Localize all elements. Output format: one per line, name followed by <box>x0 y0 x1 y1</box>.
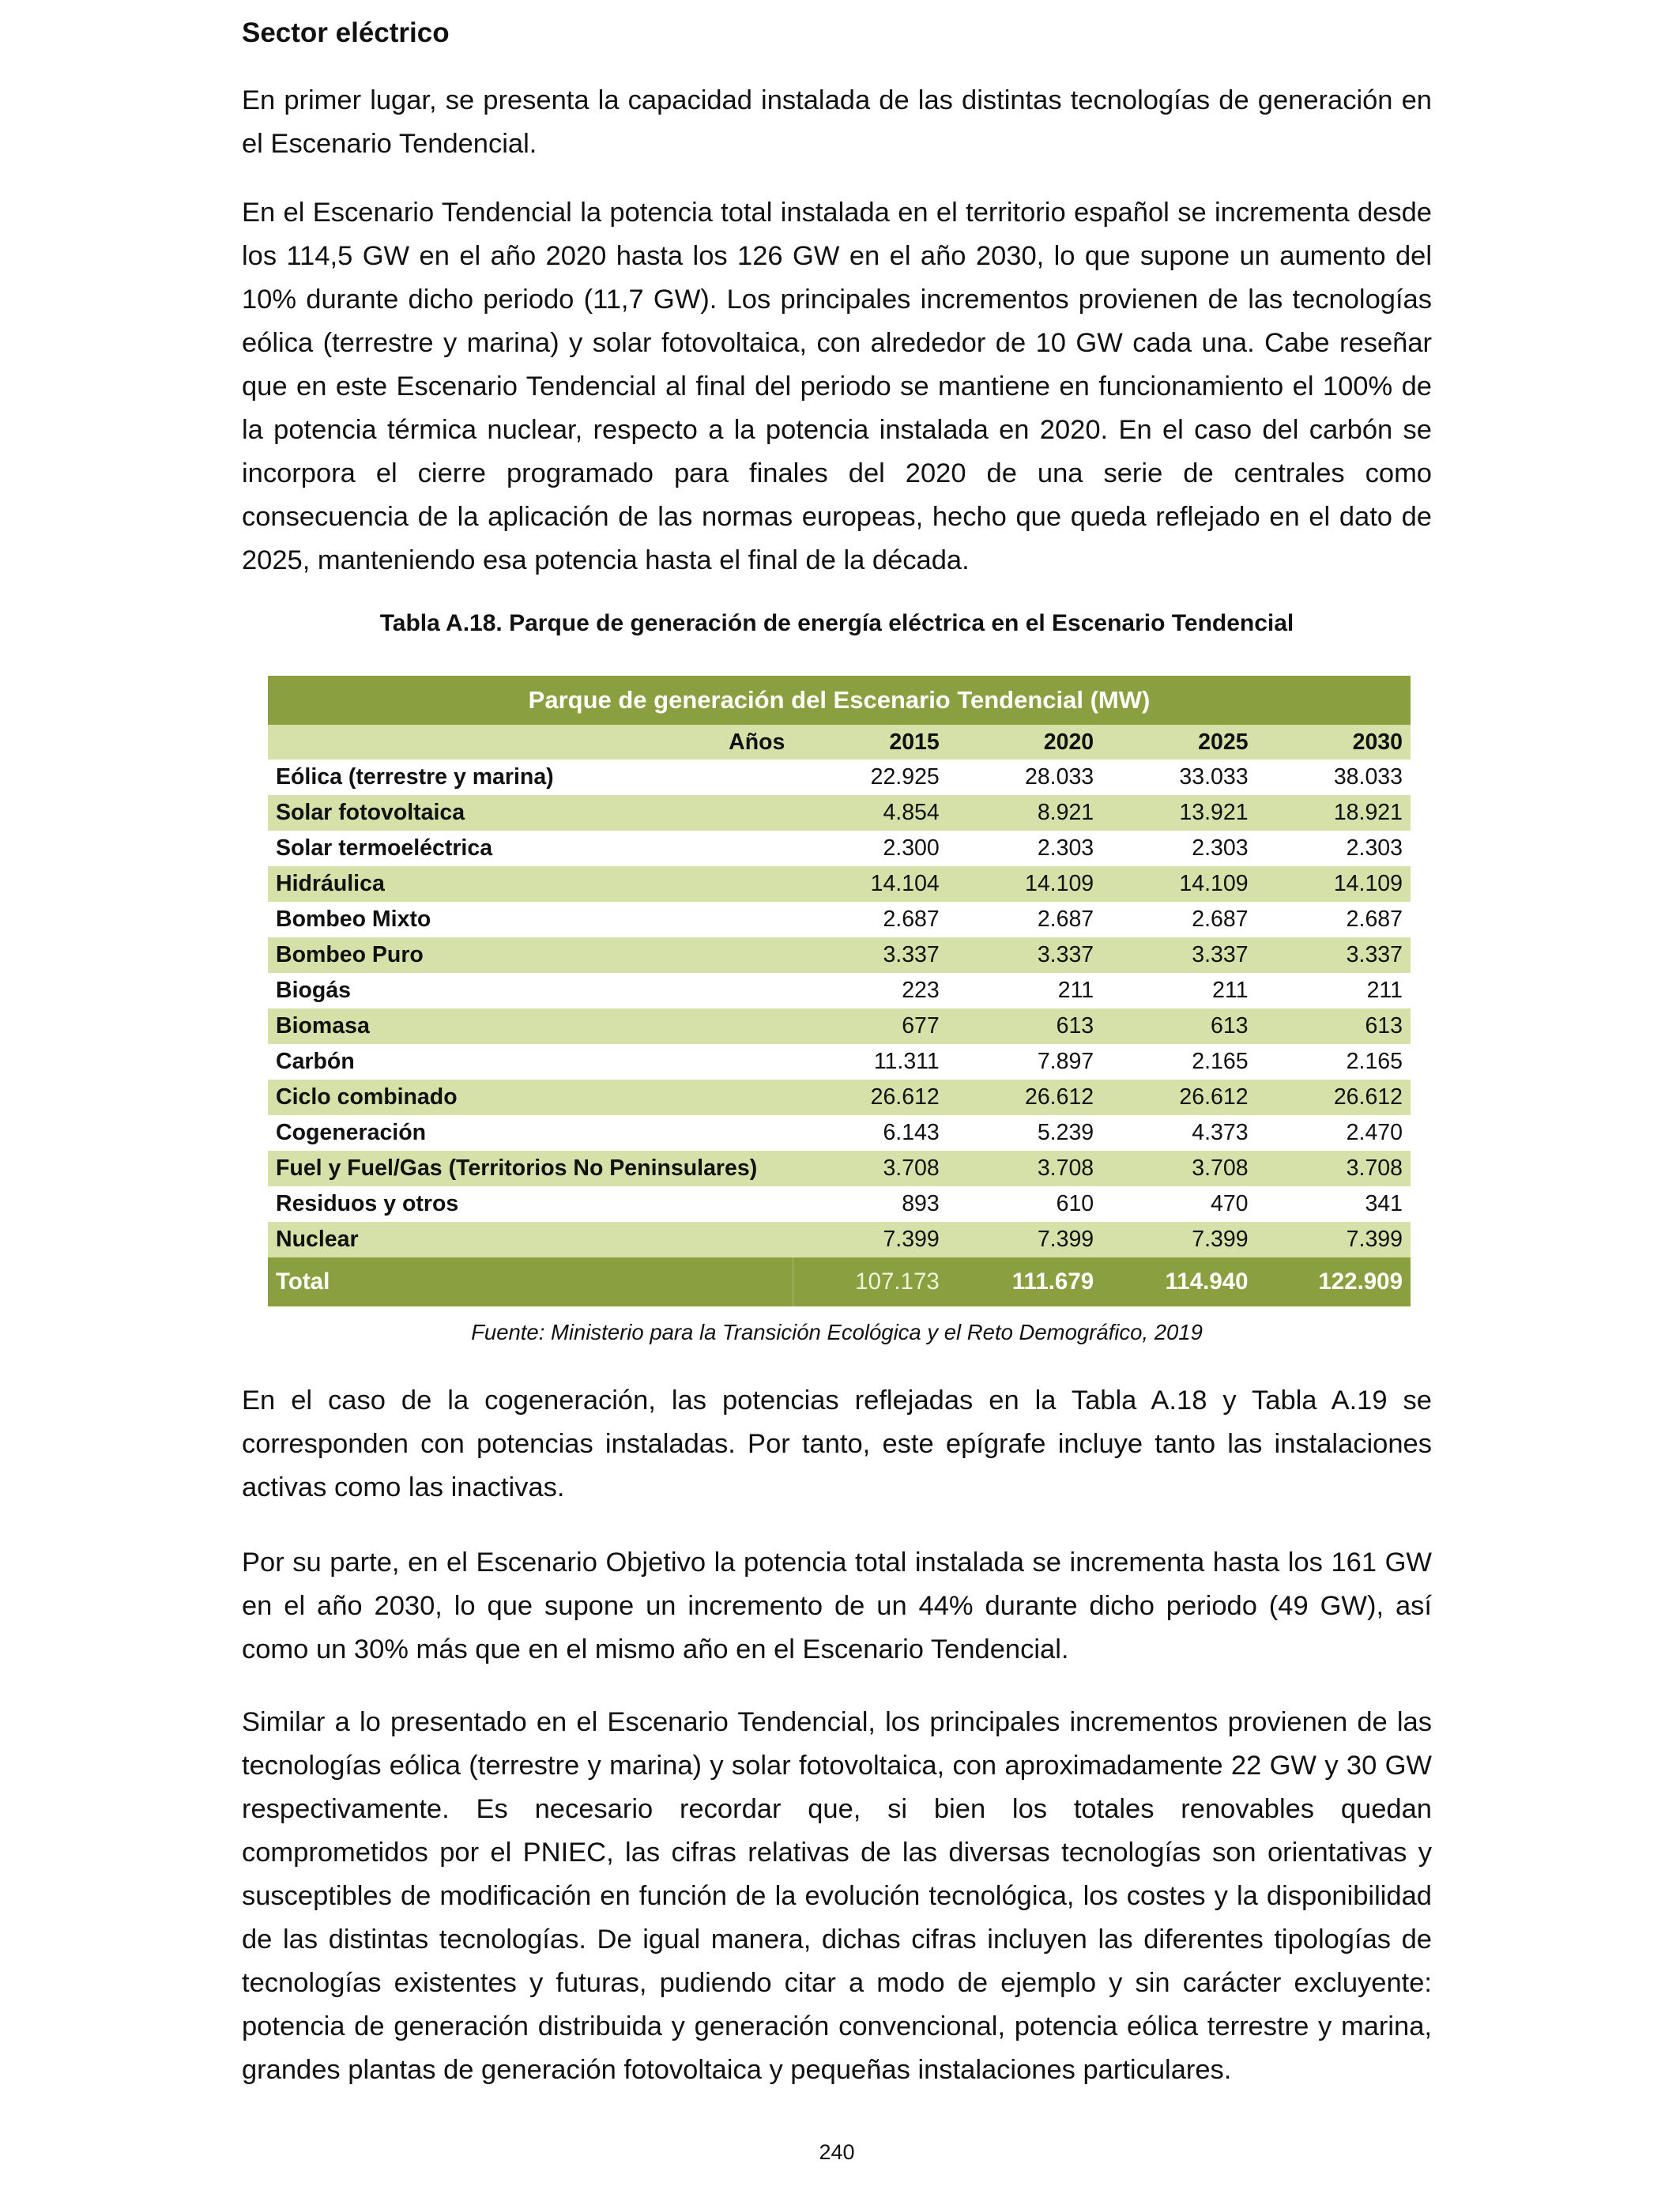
row-value: 211 <box>947 973 1102 1008</box>
row-value: 2.687 <box>793 902 947 937</box>
table-row <box>268 1151 1411 1186</box>
row-value: 3.337 <box>793 937 947 973</box>
row-value: 677 <box>793 1008 947 1044</box>
table-caption: Tabla A.18. Parque de generación de energía eléctrica en el Escenario Tendencial <box>379 610 1294 636</box>
intro-paragraph: En primer lugar, se presenta la capacidad instalada de las distintas tecnologías de generación en el Escenario Tendencial. <box>242 85 1432 159</box>
total-value: 114.940 <box>1102 1257 1256 1306</box>
row-value: 613 <box>947 1008 1102 1044</box>
row-value: 7.897 <box>947 1044 1102 1080</box>
row-value: 26.612 <box>793 1080 947 1115</box>
row-value: 3.708 <box>947 1151 1102 1186</box>
row-value: 33.033 <box>1102 760 1256 795</box>
row-label: Carbón <box>268 1044 793 1080</box>
table-row <box>268 795 1411 831</box>
row-label: Hidráulica <box>268 866 793 902</box>
table-row <box>268 1044 1411 1080</box>
row-value: 223 <box>793 973 947 1008</box>
row-value: 14.109 <box>1256 866 1411 902</box>
page-number: 240 <box>819 2140 855 2164</box>
objetivo-paragraph: Por su parte, en el Escenario Objetivo la potencia total instalada se incrementa hasta los 161 GW en el año 2030, lo que supone un incremento de un 44% durante dicho periodo (49 GW), así como un 30% más que en el mismo año en el Escenario Tendencial. <box>242 1547 1432 1664</box>
row-label: Eólica (terrestre y marina) <box>268 760 793 795</box>
table-row <box>268 902 1411 937</box>
year-header: 2015 <box>793 725 947 760</box>
cogeneration-paragraph: En el caso de la cogeneración, las potencias reflejadas en la Tabla A.18 y Tabla A.19 se corresponden con potencias instaladas. Por tanto, este epígrafe incluye tanto las instalaciones activas como las inactivas. <box>242 1385 1432 1502</box>
row-value: 38.033 <box>1256 760 1411 795</box>
table-row <box>268 973 1411 1008</box>
row-label: Solar termoeléctrica <box>268 831 793 866</box>
row-value: 2.300 <box>793 831 947 866</box>
row-value: 7.399 <box>1256 1222 1411 1257</box>
row-value: 2.303 <box>1256 831 1411 866</box>
row-label: Ciclo combinado <box>268 1080 793 1115</box>
row-value: 211 <box>1102 973 1256 1008</box>
row-value: 18.921 <box>1256 795 1411 831</box>
row-value: 26.612 <box>947 1080 1102 1115</box>
row-value: 26.612 <box>1256 1080 1411 1115</box>
row-value: 14.109 <box>1102 866 1256 902</box>
row-value: 8.921 <box>947 795 1102 831</box>
row-value: 22.925 <box>793 760 947 795</box>
row-value: 211 <box>1256 973 1411 1008</box>
row-value: 28.033 <box>947 760 1102 795</box>
year-header: 2020 <box>947 725 1102 760</box>
row-label: Nuclear <box>268 1222 793 1257</box>
row-value: 2.687 <box>1102 902 1256 937</box>
row-value: 7.399 <box>1102 1222 1256 1257</box>
row-value: 2.303 <box>1102 831 1256 866</box>
row-value: 3.708 <box>1102 1151 1256 1186</box>
row-value: 26.612 <box>1102 1080 1256 1115</box>
row-value: 2.303 <box>947 831 1102 866</box>
row-value: 7.399 <box>947 1222 1102 1257</box>
table-row <box>268 1115 1411 1151</box>
row-value: 4.854 <box>793 795 947 831</box>
section-heading: Sector eléctrico <box>242 17 450 48</box>
table-title-row <box>268 676 1411 725</box>
total-row <box>268 1257 1411 1306</box>
row-label: Residuos y otros <box>268 1186 793 1222</box>
row-value: 613 <box>1256 1008 1411 1044</box>
table-row <box>268 937 1411 973</box>
table-body <box>268 760 1411 1306</box>
table-row <box>268 1222 1411 1257</box>
row-value: 470 <box>1102 1186 1256 1222</box>
row-value: 6.143 <box>793 1115 947 1151</box>
row-value: 2.687 <box>1256 902 1411 937</box>
row-value: 13.921 <box>1102 795 1256 831</box>
row-value: 893 <box>793 1186 947 1222</box>
table-row <box>268 1008 1411 1044</box>
row-value: 14.104 <box>793 866 947 902</box>
row-label: Bombeo Mixto <box>268 902 793 937</box>
total-label: Total <box>268 1257 793 1306</box>
row-label: Fuel y Fuel/Gas (Territorios No Peninsulares) <box>268 1151 793 1186</box>
row-value: 4.373 <box>1102 1115 1256 1151</box>
row-value: 3.337 <box>1102 937 1256 973</box>
generation-table <box>268 676 1411 1306</box>
total-value: 122.909 <box>1256 1257 1411 1306</box>
row-value: 7.399 <box>793 1222 947 1257</box>
row-value: 3.337 <box>947 937 1102 973</box>
total-value: 111.679 <box>947 1257 1102 1306</box>
row-label: Solar fotovoltaica <box>268 795 793 831</box>
row-value: 2.470 <box>1256 1115 1411 1151</box>
row-label: Biogás <box>268 973 793 1008</box>
row-label: Bombeo Puro <box>268 937 793 973</box>
table-row <box>268 866 1411 902</box>
row-value: 3.708 <box>793 1151 947 1186</box>
row-value: 14.109 <box>947 866 1102 902</box>
table-source: Fuente: Ministerio para la Transición Ecológica y el Reto Demográfico, 2019 <box>471 1320 1203 1344</box>
row-value: 341 <box>1256 1186 1411 1222</box>
year-header: 2030 <box>1256 725 1411 760</box>
row-label: Biomasa <box>268 1008 793 1044</box>
row-value: 2.165 <box>1102 1044 1256 1080</box>
row-value: 11.311 <box>793 1044 947 1080</box>
table-row <box>268 760 1411 795</box>
row-value: 5.239 <box>947 1115 1102 1151</box>
table-years-row <box>268 725 1411 760</box>
row-label: Cogeneración <box>268 1115 793 1151</box>
table-title: Parque de generación del Escenario Tendencial (MW) <box>268 676 1411 725</box>
row-value: 3.708 <box>1256 1151 1411 1186</box>
years-label: Años <box>268 725 793 760</box>
tendencial-paragraph: En el Escenario Tendencial la potencia total instalada en el territorio español se incrementa desde los 114,5 GW en el año 2020 hasta los 126 GW en el año 2030, lo que supone un aumento del 10% durante dicho periodo (11,7 GW). Los principales incrementos provienen de las tecnologías eólica (terrestre y marina) y solar fotovoltaica, con alrededor de 10 GW cada una. Cabe reseñar que en este Escenario Tendencial al final del periodo se mantiene en funcionamiento el 100% de la potencia térmica nuclear, respecto a la potencia instalada en 2020. En el caso del carbón se incorpora el cierre programado para finales del 2020 de una serie de centrales como consecuencia de la aplicación de las normas europeas, hecho que queda reflejado en el dato de 2025, manteniendo esa potencia hasta el final de la década. <box>242 198 1432 575</box>
row-value: 2.165 <box>1256 1044 1411 1080</box>
table-row <box>268 1186 1411 1222</box>
table-row <box>268 1080 1411 1115</box>
year-header: 2025 <box>1102 725 1256 760</box>
table-row <box>268 831 1411 866</box>
row-value: 3.337 <box>1256 937 1411 973</box>
technologies-paragraph: Similar a lo presentado en el Escenario Tendencial, los principales incrementos provienen de las tecnologías eólica (terrestre y marina) y solar fotovoltaica, con aproximadamente 22 GW y 30 GW respectivamente. Es necesario recordar que, si bien los totales renovables quedan comprometidos por el PNIEC, las cifras relativas de las diversas tecnologías son orientativas y susceptibles de modificación en función de la evolución tecnológica, los costes y la disponibilidad de las distintas tecnologías. De igual manera, dichas cifras incluyen las diferentes tipologías de tecnologías existentes y futuras, pudiendo citar a modo de ejemplo y sin carácter excluyente: potencia de generación distribuida y generación convencional, potencia eólica terrestre y marina, grandes plantas de generación fotovoltaica y pequeñas instalaciones particulares. <box>242 1707 1432 2085</box>
row-value: 2.687 <box>947 902 1102 937</box>
row-value: 610 <box>947 1186 1102 1222</box>
row-value: 613 <box>1102 1008 1256 1044</box>
total-value: 107.173 <box>793 1257 947 1306</box>
